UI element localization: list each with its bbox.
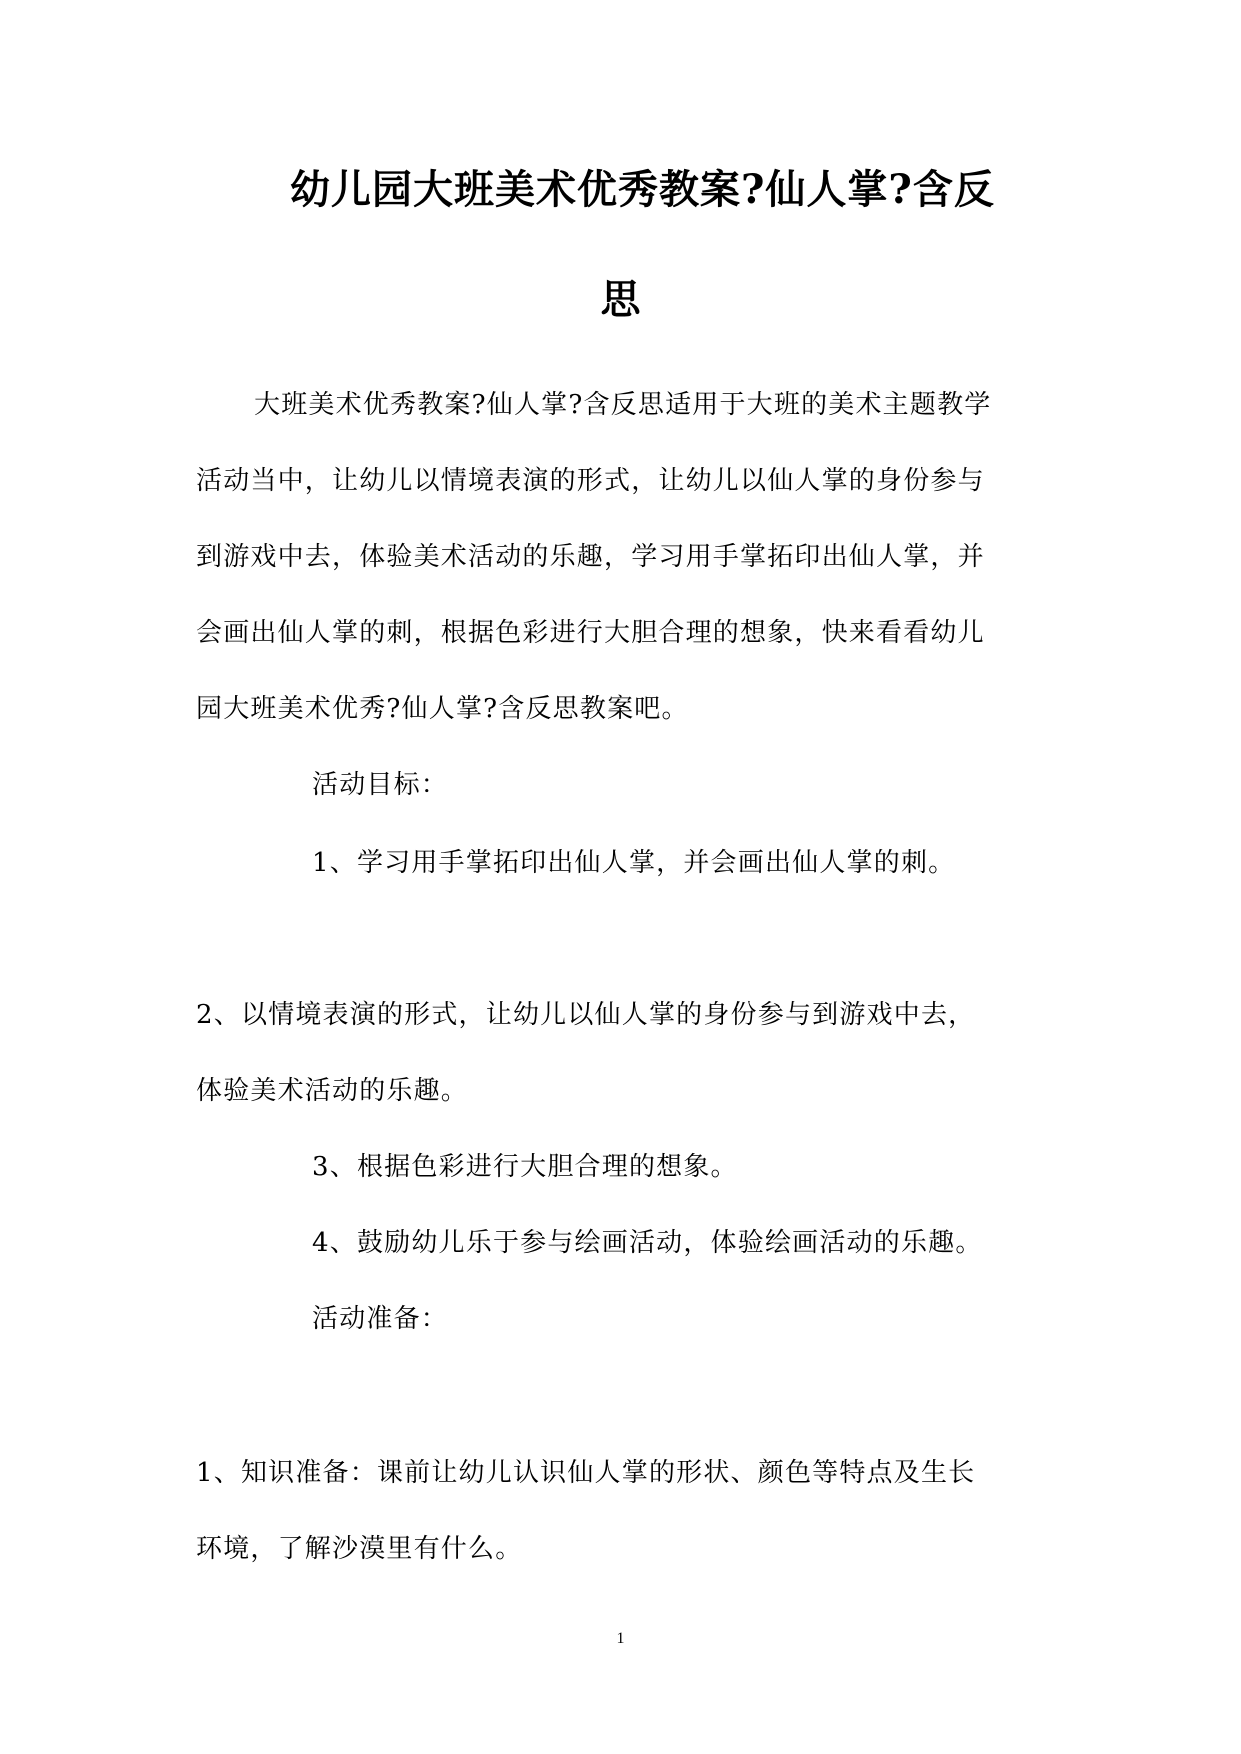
goal-item-2-line-1: 2、以情境表演的形式，让幼儿以仙人掌的身份参与到游戏中去， [196,1000,976,1030]
prep-heading: 活动准备： [312,1304,449,1334]
goal-item-4: 4、鼓励幼儿乐于参与绘画活动，体验绘画活动的乐趣。 [312,1228,983,1258]
document-title-line-2: 思 [600,276,641,323]
goal-item-1: 1、学习用手掌拓印出仙人掌，并会画出仙人掌的刺。 [312,848,956,878]
intro-line-4: 会画出仙人掌的刺，根据色彩进行大胆合理的想象，快来看看幼儿 [196,618,985,648]
intro-line-2: 活动当中，让幼儿以情境表演的形式，让幼儿以仙人掌的身份参与 [196,466,985,496]
goals-heading: 活动目标： [312,770,449,800]
goal-item-3: 3、根据色彩进行大胆合理的想象。 [312,1152,738,1182]
page-number: 1 [616,1630,625,1647]
goal-item-2-line-2: 体验美术活动的乐趣。 [196,1076,469,1106]
prep-item-1-line-2: 环境，了解沙漠里有什么。 [196,1534,523,1564]
intro-line-5: 园大班美术优秀?仙人掌?含反思教案吧。 [196,694,689,724]
intro-line-3: 到游戏中去，体验美术活动的乐趣，学习用手掌拓印出仙人掌，并 [196,542,985,572]
prep-item-1-line-1: 1、知识准备：课前让幼儿认识仙人掌的形状、颜色等特点及生长 [196,1458,976,1488]
intro-line-1: 大班美术优秀教案?仙人掌?含反思适用于大班的美术主题教学 [254,390,992,420]
document-title-line-1: 幼儿园大班美术优秀教案?仙人掌?含反 [290,166,995,213]
